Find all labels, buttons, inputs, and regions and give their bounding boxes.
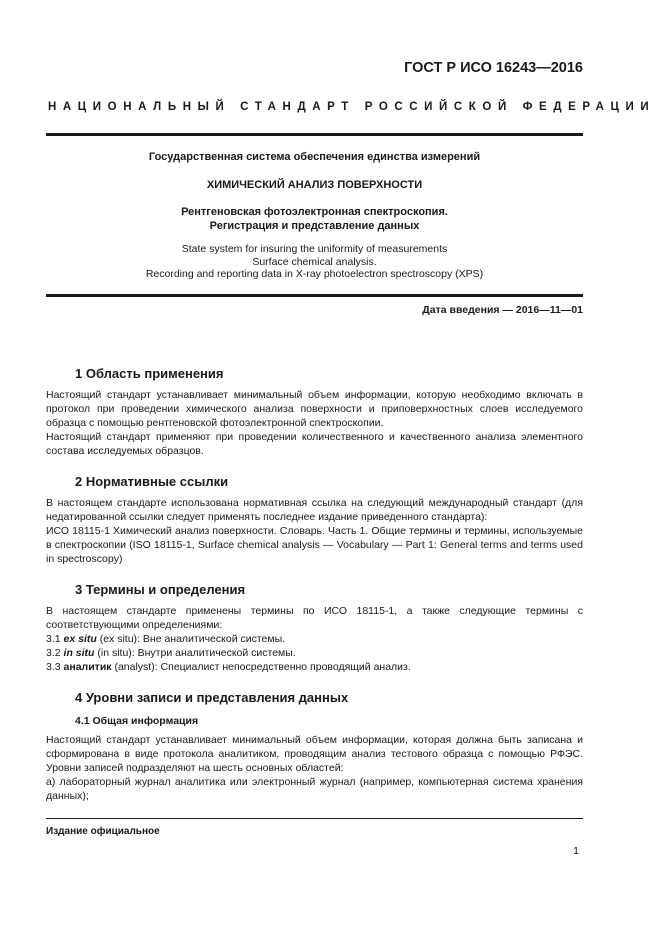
section-3-paragraph-1: В настоящем стандарте применены термины по ИСО 18115-1, а также следующие термины с соответствующими определениями: — [46, 605, 583, 632]
term-3-2 — [46, 646, 583, 660]
standard-number: ГОСТ Р ИСО 16243—2016 — [404, 60, 583, 76]
section-3-heading: 3 Термины и определения — [75, 582, 246, 597]
section-4-1-heading: 4.1 Общая информация — [75, 715, 199, 727]
term-number: 3.3 — [46, 661, 61, 674]
term-3-3 — [46, 660, 583, 674]
section-2-body — [46, 496, 583, 566]
section-1-paragraph-1: Настоящий стандарт устанавливает минимальный объем информации, которую необходимо включать в протокол при проведении химического анализа поверхности и приповерхностных слоев исследуемого образца с помощью рентгеновской фотоэлектронной спектроскопии. — [46, 389, 583, 430]
term-name: ex situ — [63, 633, 97, 646]
section-3-body — [46, 604, 583, 674]
english-title-line-3: Recording and reporting data in X-ray photoelectron spectroscopy (XPS) — [145, 268, 484, 280]
title-divider — [46, 294, 583, 297]
national-standard-title: НАЦИОНАЛЬНЫЙ СТАНДАРТ РОССИЙСКОЙ ФЕДЕРАЦИИ — [48, 101, 656, 113]
term-definition: (ex situ): Вне аналитической системы. — [96, 633, 286, 646]
english-title-line-2: Surface chemical analysis. — [252, 256, 377, 268]
term-number: 3.2 — [46, 647, 61, 660]
subtitle-line-1: Рентгеновская фотоэлектронная спектроскопия. — [181, 206, 448, 218]
main-title: ХИМИЧЕСКИЙ АНАЛИЗ ПОВЕРХНОСТИ — [206, 179, 423, 191]
english-title-line-1: State system for insuring the uniformity of measurements — [181, 243, 448, 255]
section-1-body — [46, 388, 583, 458]
section-4-body — [46, 733, 583, 803]
section-2-paragraph-1: В настоящем стандарте использована нормативная ссылка на следующий международный стандарт (для недатированной ссылки следует применять последнее издание приведенного стандарта): — [46, 497, 583, 524]
term-name: аналитик — [63, 661, 112, 674]
header-divider — [46, 133, 583, 136]
section-4-heading: 4 Уровни записи и представления данных — [75, 690, 349, 705]
section-1-paragraph-2: Настоящий стандарт применяют при проведении количественного и качественного анализа элементного состава исследуемых образцов. — [46, 431, 583, 458]
term-definition: (analyst): Специалист непосредственно проводящий анализ. — [111, 661, 411, 674]
effective-date: Дата введения — 2016—11—01 — [422, 304, 583, 316]
section-4-paragraph-1: Настоящий стандарт устанавливает минимальный объем информации, которая должна быть записана и сформирована в виде протокола аналитиком, проводящим анализ тестового образца с помощью РФЭС. Уровни записей подразделяют на шесть основных областей: — [46, 734, 583, 775]
term-3-1 — [46, 632, 583, 646]
term-definition: (in situ): Внутри аналитической системы. — [94, 647, 296, 660]
system-title: Государственная система обеспечения единства измерений — [148, 151, 481, 163]
section-2-reference: ИСО 18115-1 Химический анализ поверхности. Словарь. Часть 1. Общие термины и термины, используемые в спектроскопии (ISO 18115-1, Surface chemical analysis — Vocabulary — Part 1: General terms and terms used in spectroscopy) — [46, 525, 583, 566]
subtitle-line-2: Регистрация и представление данных — [209, 220, 420, 232]
list-item-a: а) лабораторный журнал аналитика или электронный журнал (например, компьютерная система хранения данных); — [46, 776, 583, 803]
page-number: 1 — [573, 845, 579, 857]
term-name: in situ — [63, 647, 95, 660]
edition-label: Издание официальное — [46, 826, 160, 837]
term-number: 3.1 — [46, 633, 61, 646]
section-2-heading: 2 Нормативные ссылки — [75, 474, 229, 489]
section-1-heading: 1 Область применения — [75, 366, 224, 381]
footer-divider — [46, 818, 583, 819]
